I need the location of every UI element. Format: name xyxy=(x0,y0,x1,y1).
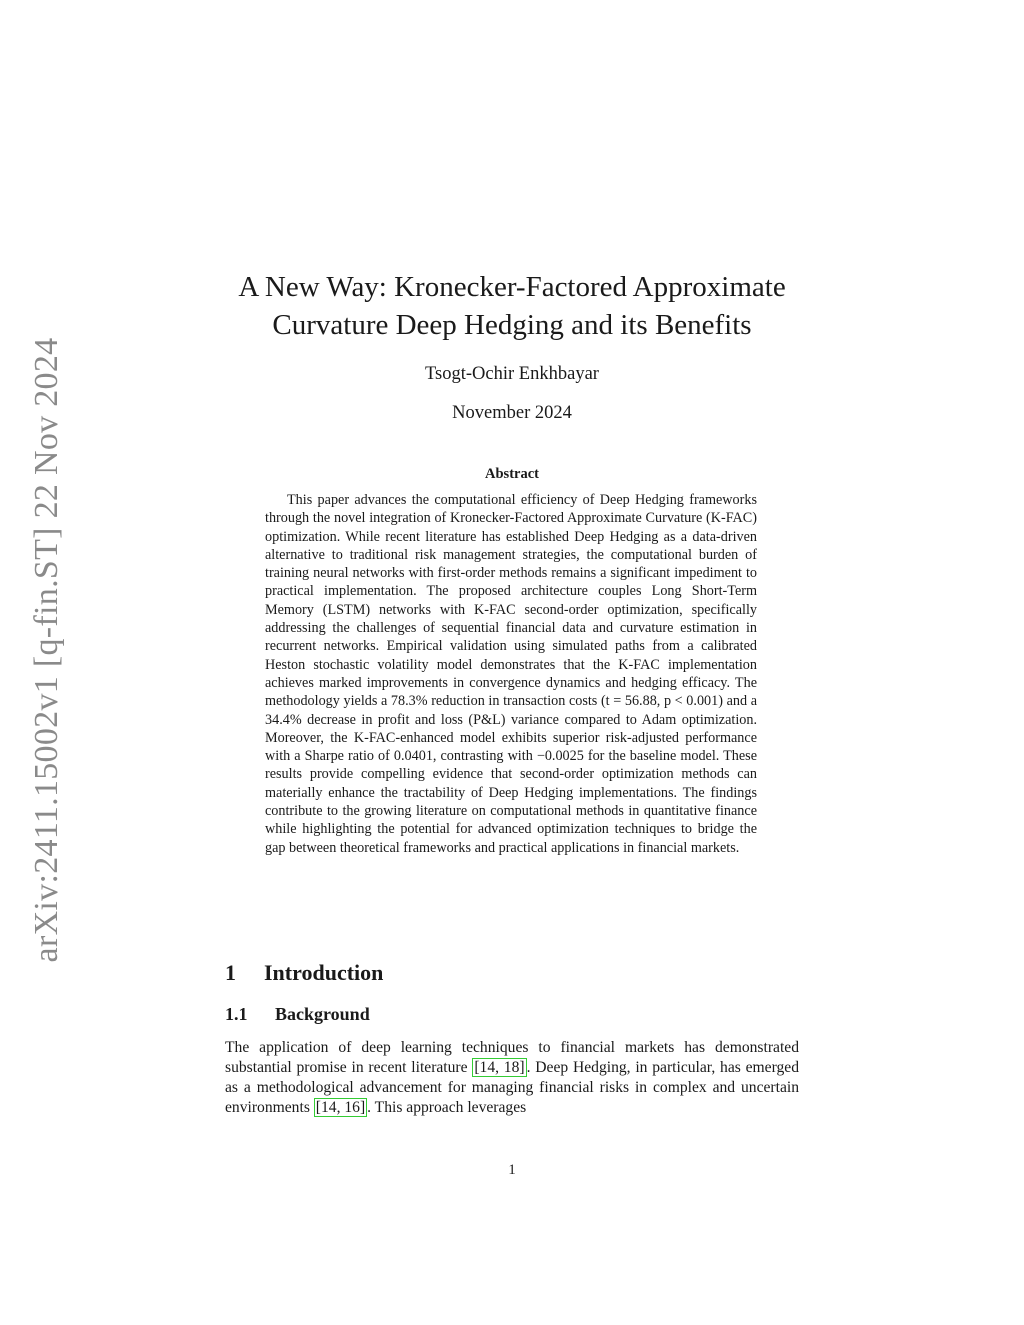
subsection-heading xyxy=(225,1004,370,1025)
abstract-heading: Abstract xyxy=(485,466,539,482)
publication-date: November 2024 xyxy=(452,403,572,423)
author-name: Tsogt-Ochir Enkhbayar xyxy=(425,364,599,384)
paper-title: A New Way: Kronecker-Factored Approximate Curvature Deep Hedging and its Benefits xyxy=(238,271,786,341)
arxiv-identifier-stamp: arXiv:2411.15002v1 [q-fin.ST] 22 Nov 2024 xyxy=(28,337,65,963)
section-number: 1 xyxy=(225,960,236,985)
subsection-title: Background xyxy=(275,1004,370,1024)
section-title: Introduction xyxy=(264,960,384,985)
citation-link[interactable]: [14, 16] xyxy=(315,1099,366,1116)
section-heading xyxy=(225,960,383,986)
intro-text-part: . Deep Hedging, in particular, has emerged as a methodological advancement for managing financial risks in complex and uncertain environments xyxy=(225,1059,800,1116)
intro-text-part: . This approach leverages xyxy=(367,1099,527,1116)
page-number: 1 xyxy=(508,1162,516,1178)
citation-link[interactable]: [14, 18] xyxy=(474,1059,525,1076)
subsection-number: 1.1 xyxy=(225,1004,248,1024)
abstract-text: This paper advances the computational efficiency of Deep Hedging frameworks through the novel integration of Kronecker-Factored Approximate Curvature (K-FAC) optimization. While recent literature has established Deep Hedging as a data-driven alternative to traditional risk management strategies, the computational burden of training neural networks with first-order methods remains a significant impediment to practical implementation. The proposed architecture couples Long Short-Term Memory (LSTM) networks with K-FAC second-order optimization, specifically addressing the challenges of sequential financial data and curvature estimation in recurrent networks. Empirical validation using simulated paths from a calibrated Heston stochastic volatility model demonstrates that the K-FAC implementation achieves marked improvements in convergence dynamics and hedging efficacy. The methodology yields a 78.3% reduction in transaction costs (t = 56.88, p < 0.001) and a 34.4% decrease in profit and loss (P&L) variance compared to Adam optimization. Moreover, the K-FAC-enhanced model exhibits superior risk-adjusted performance with a Sharpe ratio of 0.0401, contrasting with −0.0025 for the baseline model. These results provide compelling evidence that second-order optimization methods can materially enhance the tractability of Deep Hedging implementations. The findings contribute to the growing literature on computational methods in quantitative finance while highlighting the potential for advanced optimization techniques to bridge the gap between theoretical frameworks and practical applications in financial markets. xyxy=(265,492,757,856)
intro-text-part: The application of deep learning techniques to financial markets has demonstrated substantial promise in recent literature xyxy=(225,1039,799,1076)
introduction-paragraph xyxy=(225,1038,799,1118)
